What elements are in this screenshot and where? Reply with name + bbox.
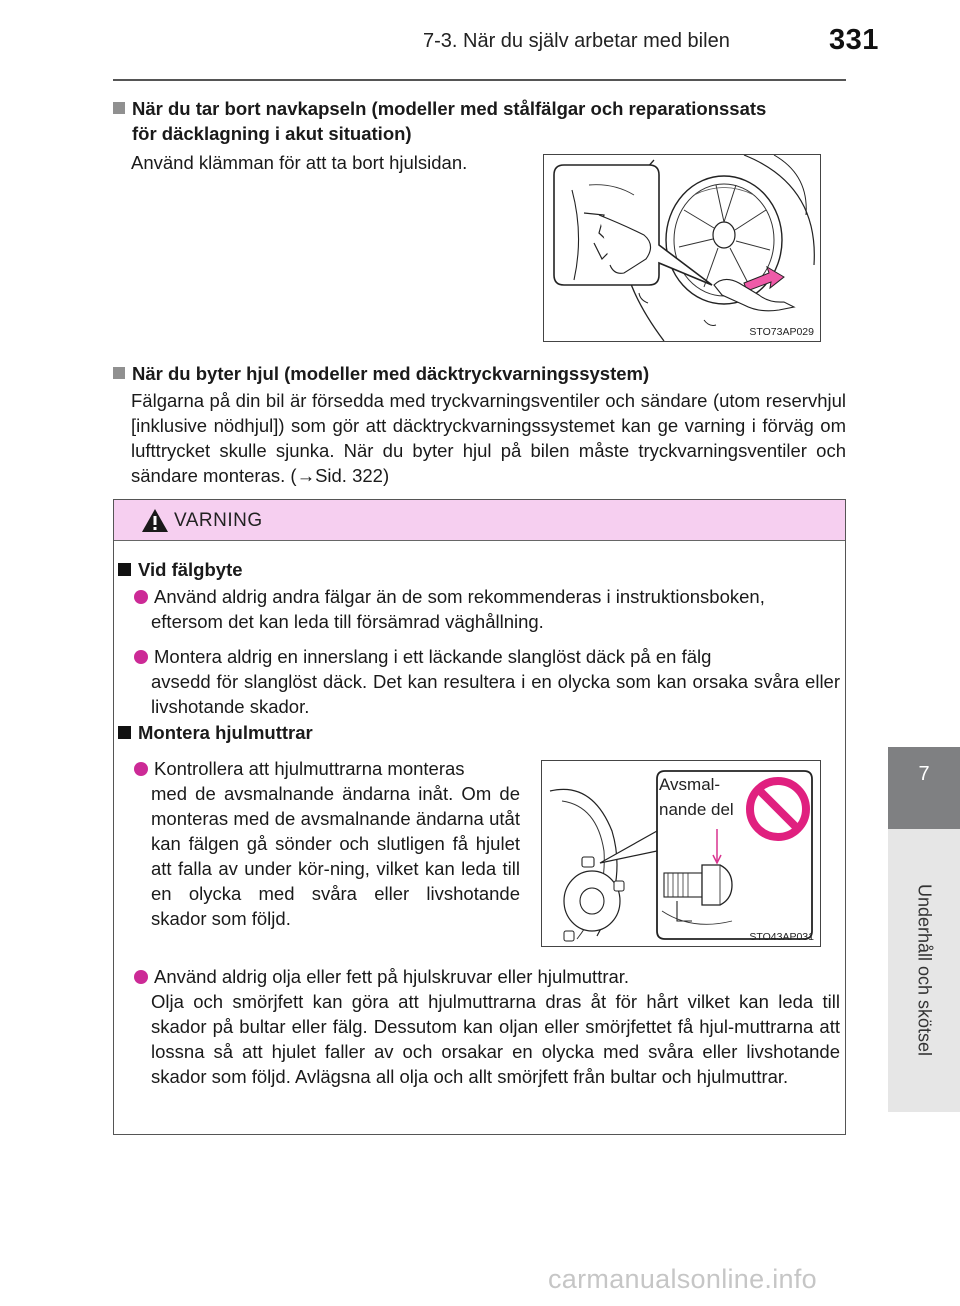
bullet-dot-icon — [134, 650, 148, 664]
bullet1-line1: Använd aldrig andra fälgar än de som rekommenderas i instruktionsboken, — [154, 586, 765, 607]
bullet-dot-icon — [134, 590, 148, 604]
section1-heading — [113, 96, 846, 146]
square-bullet-icon — [118, 726, 131, 739]
sub2-bullet2-rest: Olja och smörjfett kan göra att hjulmuttrarna dras åt för hårt vilket kan leda till skador på bultar eller fälg. Dessutom kan oljan eller smörjfettet få hjul-muttrarna att lossna så att hjulet faller av och orsakar en olycka med svåra eller livshotande skador som följd. Avlägsna all olja och allt smörjfett från bultar och hjulmuttrar. — [151, 991, 840, 1087]
warning-triangle-icon — [141, 508, 169, 533]
hubcap-illustration — [544, 155, 821, 342]
warning-sub2-bullet2 — [134, 964, 840, 1089]
warning-sub2-heading — [118, 720, 313, 745]
warning-sub1-bullet2 — [134, 644, 840, 719]
section2-body: Fälgarna på din bil är försedda med tryckvarningsventiler och sändare (utom reservhjul [inklusive nödhjul]) som gör att däcktryckvarningssystemet kan ge varning i förväg om lufttrycket skulle sjunka. När du byter hjul på bilen måste tryckvarningsventiler och sändare monteras. ( — [131, 390, 846, 486]
watermark: carmanualsonline.info — [548, 1264, 817, 1294]
chapter-number: 7 — [918, 763, 930, 785]
bullet1-rest: eftersom det kan leda till försämrad väghållning. — [151, 611, 544, 632]
section1-heading-line1: När du tar bort navkapseln (modeller med stålfälgar och reparationssats — [132, 98, 767, 119]
section2-heading-text: När du byter hjul (modeller med däcktryckvarningssystem) — [132, 363, 650, 384]
bullet2-rest: avsedd för slanglöst däck. Det kan resultera i en olycka som kan orsaka svåra eller livshotande skador. — [151, 671, 840, 717]
chapter-tab[interactable] — [888, 747, 960, 829]
sub2-bullet2-line1: Använd aldrig olja eller fett på hjulskruvar eller hjulmuttrar. — [154, 966, 630, 987]
section-header: 7-3. När du själv arbetar med bilen — [423, 30, 730, 52]
figure-label-line1: Avsmal- — [659, 775, 721, 794]
figure-code: STO73AP029 — [749, 326, 814, 338]
warning-sub1-heading — [118, 557, 243, 582]
chapter-title: Underhåll och skötsel — [914, 883, 935, 1057]
header-rule — [113, 79, 846, 81]
warning-sub2-heading-text: Montera hjulmuttrar — [138, 722, 313, 743]
sub2-bullet1-line1: Kontrollera att hjulmuttrarna monteras — [154, 758, 465, 779]
section2-heading — [113, 361, 846, 386]
figure-code: STO43AP031 — [749, 931, 814, 943]
warning-sub1-bullet1 — [134, 584, 840, 634]
square-bullet-icon — [118, 563, 131, 576]
chapter-strip — [888, 829, 960, 1112]
bullet-dot-icon — [134, 970, 148, 984]
bullet2-line1: Montera aldrig en innerslang i ett läckande slanglöst däck på en fälg — [154, 646, 712, 667]
bullet-dot-icon — [134, 762, 148, 776]
hubcap-removal-figure — [543, 154, 821, 342]
warning-sub2-bullet1 — [134, 756, 520, 931]
section2-text — [131, 388, 846, 488]
warning-title: VARNING — [174, 510, 263, 531]
wheel-nut-figure — [541, 760, 821, 947]
square-bullet-icon — [113, 367, 125, 379]
arrow-right-icon: → — [296, 465, 316, 486]
sub2-bullet1-rest: med de avsmalnande ändarna inåt. Om de monteras med de avsmalnande ändarna utåt kan fälgen gå sönder och slutligen få hjulet att falla av under kör-ning, vilket kan leda till en olycka med svåra eller livshotande skador som följd. — [151, 783, 520, 929]
warning-header — [114, 500, 845, 541]
warning-sub1-heading-text: Vid fälgbyte — [138, 559, 243, 580]
page-number: 331 — [829, 24, 879, 56]
square-bullet-icon — [113, 102, 125, 114]
section1-heading-line2: för däcklagning i akut situation) — [132, 123, 412, 144]
figure-label-line2: nande del — [659, 800, 734, 819]
section1-text: Använd klämman för att ta bort hjulsidan. — [131, 152, 468, 173]
page-reference[interactable]: Sid. 322) — [315, 465, 390, 486]
